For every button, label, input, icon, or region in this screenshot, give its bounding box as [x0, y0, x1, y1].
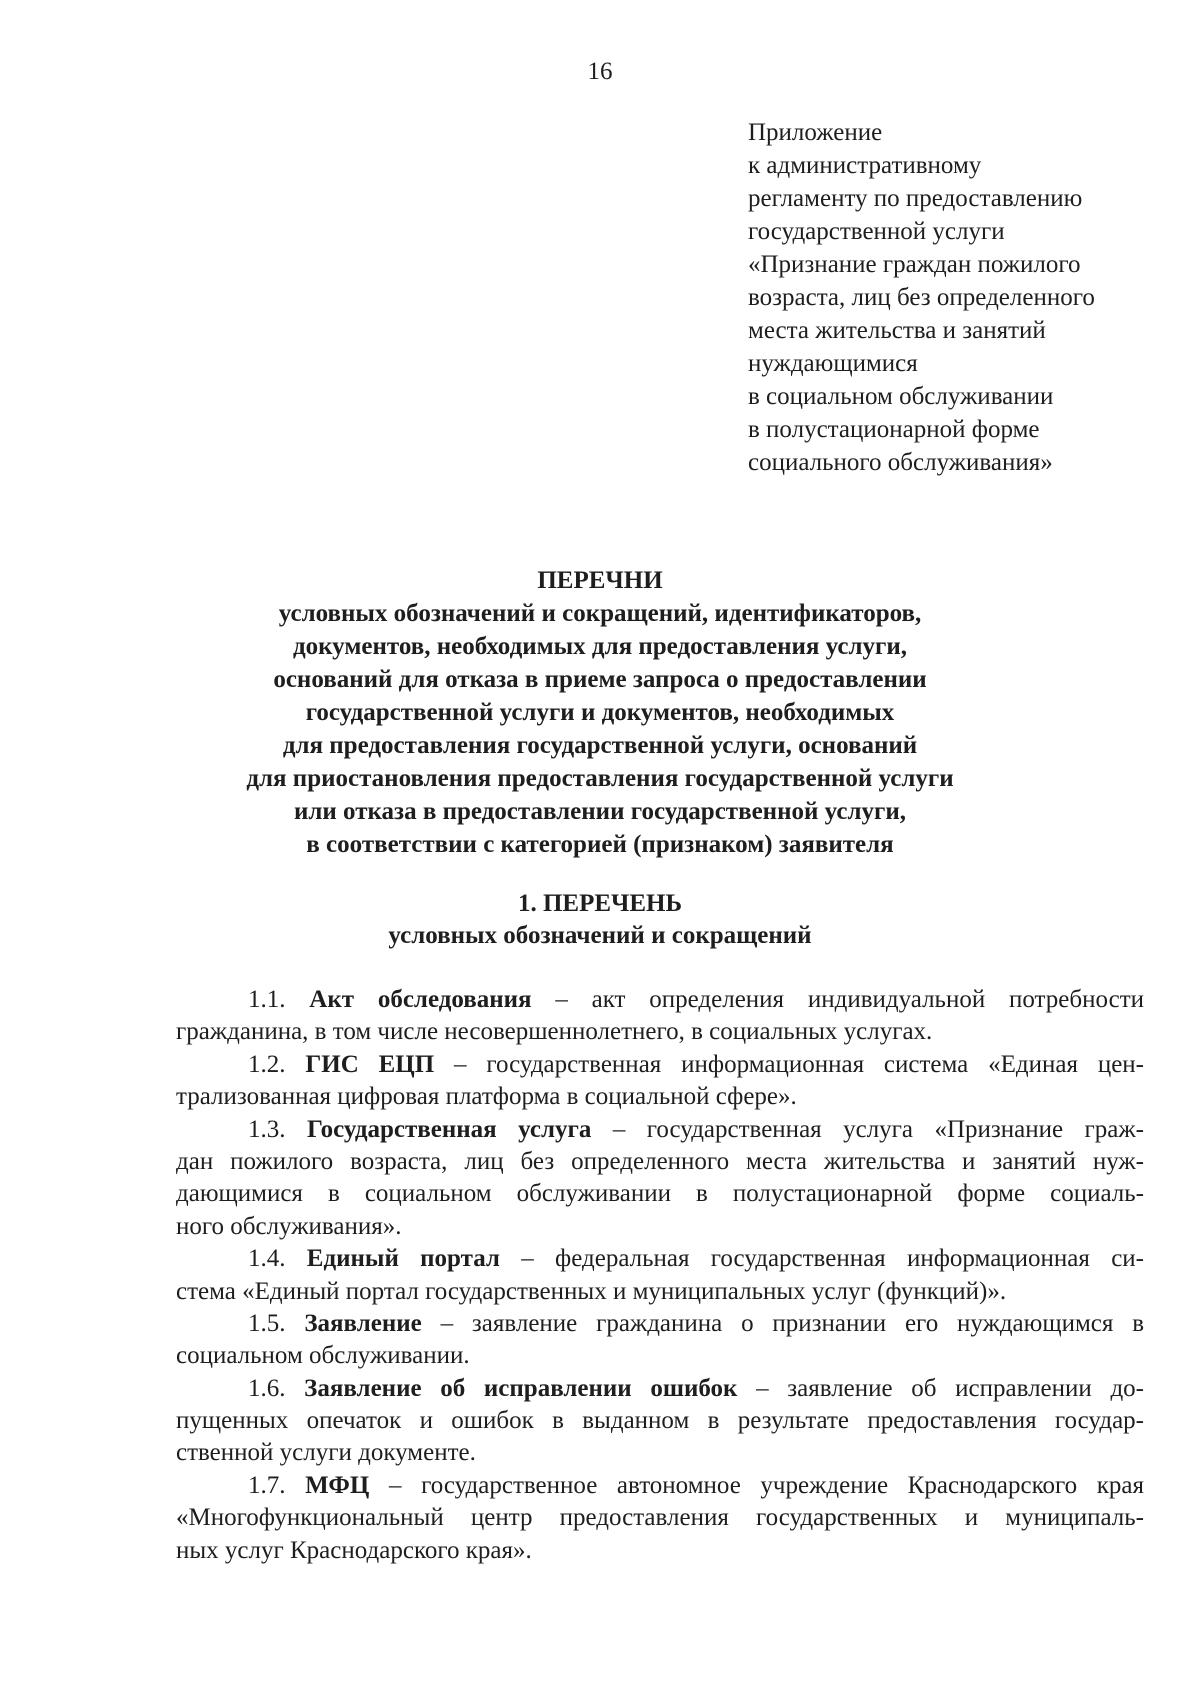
definition-item-1-5	[176, 1308, 1144, 1340]
main-subtitle-line: условных обозначений и сокращений, идентификаторов,	[278, 600, 922, 627]
item-number: 1.2.	[248, 1050, 286, 1078]
definition-text: – государственное автономное учреждение Краснодарского края	[369, 1471, 1144, 1499]
main-title: ПЕРЕЧНИ	[537, 567, 663, 594]
definition-text: – федеральная государственная информационная си-	[499, 1245, 1144, 1273]
definition-continuation: ного обслуживания».	[176, 1212, 402, 1240]
defined-term: Единый портал	[306, 1245, 500, 1273]
section-title: 1. ПЕРЕЧЕНЬ	[517, 890, 683, 917]
definition-item-1-2	[176, 1049, 1144, 1081]
definition-item-1-6	[176, 1373, 1144, 1405]
appendix-line: нуждающимися	[748, 350, 918, 377]
page-number: 16	[587, 58, 613, 85]
appendix-line: регламенту по предоставлению	[748, 185, 1083, 212]
section-subtitle: условных обозначений и сокращений	[388, 922, 812, 949]
item-number: 1.5.	[248, 1309, 286, 1337]
definition-item-1-4	[176, 1243, 1144, 1275]
definition-continuation: стема «Единый портал государственных и муниципальных услуг (функций)».	[176, 1277, 1007, 1305]
main-subtitle-line: или отказа в предоставлении государственной услуги,	[293, 798, 907, 825]
item-number: 1.7.	[248, 1471, 286, 1499]
definition-text: – заявление гражданина о признании его нуждающимся в	[421, 1309, 1144, 1337]
item-number: 1.3.	[248, 1115, 286, 1143]
appendix-line: «Признание граждан пожилого	[748, 251, 1081, 278]
definition-text: – акт определения индивидуальной потребности	[531, 986, 1144, 1013]
definition-item-1-1	[176, 984, 1144, 1016]
definition-continuation: «Многофункциональный центр предоставления государственных и муниципаль-	[176, 1504, 1144, 1532]
appendix-line: государственной услуги	[748, 218, 1005, 245]
appendix-line: социального обслуживания»	[748, 449, 1053, 476]
definition-continuation: гражданина, в том числе несовершеннолетнего, в социальных услугах.	[176, 1018, 933, 1046]
item-number: 1.4.	[248, 1245, 286, 1273]
appendix-line: в социальном обслуживании	[748, 383, 1054, 410]
definition-text: – государственная услуга «Признание граж-	[591, 1115, 1144, 1143]
definition-item-1-3	[176, 1114, 1144, 1146]
definition-item-1-7	[176, 1470, 1144, 1502]
appendix-line: возраста, лиц без определенного	[748, 284, 1095, 311]
main-subtitle	[0, 597, 1200, 861]
defined-term: Заявление об исправлении ошибок	[304, 1374, 738, 1402]
defined-term: МФЦ	[305, 1471, 370, 1499]
item-number: 1.1.	[248, 986, 286, 1013]
definition-continuation: ственной услуги документе.	[176, 1439, 476, 1467]
defined-term: Заявление	[304, 1309, 422, 1337]
appendix-line: к административному	[748, 152, 982, 179]
definition-text: – заявление об исправлении до-	[737, 1374, 1144, 1402]
main-subtitle-line: документов, необходимых для предоставления услуги,	[292, 633, 908, 660]
definition-continuation: социальном обслуживании.	[176, 1342, 470, 1370]
main-subtitle-line: для предоставления государственной услуги, оснований	[282, 732, 918, 759]
definition-continuation: дан пожилого возраста, лиц без определенного места жительства и занятий нуж-	[176, 1147, 1144, 1175]
definition-text: – государственная информационная система «Единая цен-	[434, 1050, 1144, 1078]
defined-term: Акт обследования	[309, 986, 532, 1013]
defined-term: ГИС ЕЦП	[305, 1050, 435, 1078]
main-subtitle-line: оснований для отказа в приеме запроса о предоставлении	[273, 666, 927, 693]
appendix-line: в полустационарной форме	[748, 416, 1040, 443]
appendix-line: места жительства и занятий	[748, 317, 1046, 344]
definition-continuation: ных услуг Краснодарского края».	[176, 1536, 532, 1564]
definition-continuation: пущенных опечаток и ошибок в выданном в результате предоставления государ-	[176, 1407, 1144, 1435]
main-subtitle-line: государственной услуги и документов, необходимых	[305, 699, 895, 726]
appendix-line: Приложение	[748, 119, 883, 146]
definitions-list	[176, 984, 1144, 1567]
appendix-note	[748, 116, 1168, 479]
definition-continuation: дающимися в социальном обслуживании в полустационарной форме социаль-	[176, 1180, 1144, 1208]
defined-term: Государственная услуга	[306, 1115, 592, 1143]
definition-continuation: трализованная цифровая платформа в социальной сфере».	[176, 1083, 797, 1111]
main-subtitle-line: для приостановления предоставления государственной услуги	[246, 765, 954, 792]
item-number: 1.6.	[248, 1374, 286, 1402]
main-subtitle-line: в соответствии с категорией (признаком) заявителя	[306, 831, 894, 858]
